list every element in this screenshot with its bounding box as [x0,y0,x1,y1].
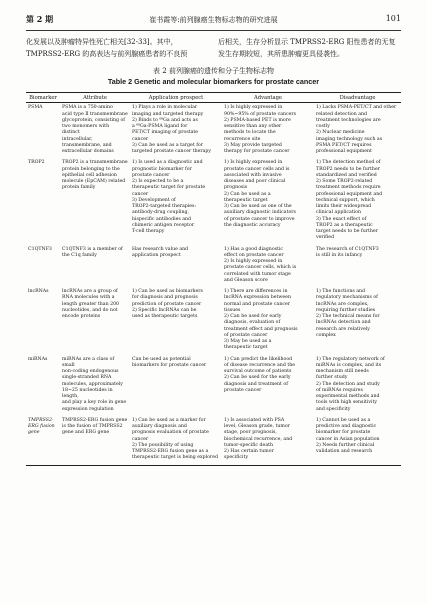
cell-line: auxiliary diagnostic indicators [224,210,296,216]
cell-line: tools with high sensitivity [316,400,378,406]
attribute-cell [60,158,130,244]
cell-line: molecule (EpCAM) related [62,179,126,184]
cell-line: research are relatively [316,326,370,332]
cell-line: biochemical recurrence, and [224,436,293,442]
cell-line: application prospect [132,252,181,258]
cell-line: predictive and diagnostic [316,424,377,429]
cell-line: costly [316,124,330,129]
cell-line: prognosis [224,185,248,191]
cell-line: 1) The functions and [316,289,366,294]
cell-line: 2) Can be used for early [224,314,282,319]
cell-line: 2) Can be used as a [224,191,271,197]
cell-line: and specificity [316,406,351,412]
cell-line: specificity [224,455,249,461]
cell-line: target needs to be further [316,229,378,234]
cell-line: diagnosis, evaluation of [224,320,281,326]
cell-line: 2) Can be used for the early [224,375,291,381]
cell-line: methods to locate the [224,130,276,136]
cell-line: further study [316,375,348,381]
cell-line: 1) Is highly expressed in [224,160,283,166]
cell-line: 2) Specific lncRNAs can be [132,307,197,313]
cell-line: 1) Cannot be used as a [316,417,371,423]
cell-line: transmembrane, and [62,142,112,148]
cell-line: lncRNAs are complex, [316,301,369,307]
cell-line: is the fusion of TMPRSS2 [62,424,123,429]
cell-line: treatment technologies are [316,117,381,123]
cell-line: standardized and verified [316,172,377,178]
cell-line: for diagnosis and prognosis [132,295,198,301]
cell-line: 2) Is highly expressed in [224,259,283,264]
cell-line: cancer [132,191,149,197]
cell-line: 2) The possibility of using [132,442,194,448]
cell-line: and play a key role in gene [62,400,127,406]
header-application: Application prospect [130,93,222,103]
cell-line: TROP2 needs to be further [316,166,380,172]
cell-line: The research of C1QTNF3 [316,246,379,252]
attribute-cell [60,245,130,288]
cell-line: cancer in Asian population [316,436,380,442]
cell-line: 18~25 nucleotides in length, [62,387,113,399]
table-caption-en: Table 2 Genetic and molecular biomarkers for prostate cancer [107,77,320,86]
cell-line: 2) Has certain tumor [224,449,274,454]
cell-line: 2) PSMA-based PET is more [224,117,291,123]
cell-line: biomarkers for prostate cancer [132,362,207,368]
cell-line: diseases and poor clinical [224,179,286,184]
cell-line: professional equipment [316,149,372,154]
attribute-cell [60,287,130,355]
header-rule [26,30,401,31]
cell-line: bispecific antibodies and [132,216,192,222]
cell-line: regulatory mechanisms of [316,295,378,301]
cell-line: imaging technology such as [316,136,383,142]
cell-line: prediction of prostate cancer [132,301,202,307]
attribute-cell [60,416,130,465]
cell-line: prognostic biomarker for [132,166,192,172]
cell-line: two monomers with distinct [62,124,110,136]
cell-line: of prostate cancer [224,332,268,338]
cell-line: clinical application [316,210,361,216]
application-cell [130,287,222,355]
cell-line: experimental methods and [316,394,380,399]
cell-line: nucleotides, and do not [62,307,118,313]
cell-line: effect on prostate cancer [224,252,284,258]
cell-line: 1) There are differences in [224,289,288,294]
cell-line: TMPRSS2-ERG fusion gene [62,417,128,423]
cell-line: molecules, approximately [62,381,123,387]
cell-line: expression regulation [62,406,114,412]
cell-line: 2) Nuclear medicine [316,130,365,136]
advantage-cell [222,158,314,244]
cell-line: professional equipment and [316,191,383,197]
cell-line: prostate cancer [132,172,170,178]
cell-line: TROP2 as a therapeutic [316,222,373,228]
cell-line: RNA molecules with a [62,295,115,301]
issue-label: 第 2 期 [26,14,54,24]
cell-line: acid type Ⅱ transmembrane [62,111,128,117]
cell-line: the diagnostic accuracy [224,222,281,228]
biomarker-cell: miRNAs [28,356,48,362]
cell-line: a ⁶⁸Ga-PSMA ligand for [132,124,188,129]
disadvantage-cell [314,287,401,355]
cell-line: survival outcome of patients [224,369,292,374]
cell-line: treatment methods require [316,185,381,191]
cell-line: Can be used as potential [132,356,191,362]
disadvantage-cell [314,245,401,288]
cell-line: 1) Plays a role in molecular [132,105,198,111]
cell-line: limits their widespread [316,204,372,209]
cell-line: technical support, which [316,197,375,203]
cell-line: recurrence site [224,136,261,142]
cell-line: lncRNAs are a group of [62,289,118,294]
cell-line: 90%~95% of prostate cancers [224,111,297,117]
cell-line: epithelial cell adhesion [62,172,117,178]
attribute-cell [60,355,130,416]
cell-line: correlated with tumor stage [224,271,291,277]
cell-line: imaging and targeted therapy [132,111,204,117]
table-header-row [26,93,401,103]
cell-line: 3) The exact effect of [316,216,367,222]
cell-line: normal and prostate cancer [224,301,290,307]
biomarker-cell: TROP2 [28,160,45,166]
body-text-left: 化发展以及肿瘤特异性死亡相关[32-33]。其中，TMPRSS2-ERG 的高表达与前列腺癌患者的不良预 [26,38,188,58]
advantage-cell [222,103,314,159]
cell-line: length greater than 200 [62,301,120,307]
cell-line: of prostate cancer to improve [224,216,295,222]
disadvantage-cell [314,355,401,416]
cell-line: therapeutic target [224,345,268,351]
cell-line: 1) Can be used as biomarkers [132,289,203,294]
cell-line: Has research value and [132,246,189,252]
application-cell [130,355,222,416]
biomarker-table [26,92,401,466]
cell-line: 1) Lacks PSMA-PET/CT and other [316,105,397,111]
advantage-cell [222,287,314,355]
cell-line: 3) May be used as a [224,339,272,344]
cell-line: lncRNAs detection and [316,320,371,326]
application-cell [130,245,222,288]
cell-line: complex [316,332,336,338]
cell-line: 2) The technical means for [316,314,380,319]
cell-line: of disease recurrence and the [224,362,295,368]
cell-line: T-cell therapy [132,229,165,234]
advantage-cell [222,245,314,288]
cell-line: of miRNAs requires [316,387,363,393]
cell-line: tumor-specific death [224,442,274,448]
cell-line: glycoprotein, consisting of [62,117,126,123]
header-biomarker: Biomarker [26,93,60,103]
header-advantage: Advantage [222,93,314,103]
cell-line: 1) Is used as a diagnostic and [132,160,203,166]
table-row [26,158,401,244]
cell-line: TROP2 is a transmembrane [62,160,128,166]
biomarker-cell: TMPRSS2-ERG fusion gene [26,416,60,465]
cell-line: diagnosis and treatment of [224,381,288,387]
cell-line: 3) Can be used as one of the [224,204,292,209]
biomarker-cell: PSMA [28,105,43,111]
cell-line: extracellular domains [62,149,114,154]
cell-line: TMPRSS2-ERG fusion gene as a [132,449,209,454]
header-disadvantage: Disadvantage [314,93,401,103]
cell-line: PSMA is a 750-amino [62,105,113,111]
cell-line: biomarker for prostate [316,430,371,436]
cell-line: stage, poor prognosis, [224,430,277,436]
cell-line: therapeutic target for prostate [132,185,206,191]
table-row [26,103,401,159]
cell-line: miRNAs are a class of small [62,356,115,368]
cell-line: treatment effect and prognosis [224,326,298,332]
cell-line: 3) Development of [132,197,176,203]
cell-line: prostate cancer cells and is [224,166,290,172]
cell-line: TROP2-targeted therapies: [132,204,197,209]
cell-line: associated with invasive [224,172,282,178]
header-attribute: Attribute [60,93,130,103]
cell-line: protein family [62,185,96,191]
journal-running-title: 崔书霞等:前列腺癌生物标志物的研究进展 [149,16,278,24]
disadvantage-cell [314,158,401,244]
cell-line: prostate cancer cells, which is [224,265,297,271]
disadvantage-cell [314,416,401,465]
cell-line: cancer [132,436,149,442]
application-cell [130,416,222,465]
cell-line: auxiliary diagnosis and [132,424,187,429]
disadvantage-cell [314,103,401,159]
page-number: 101 [385,14,401,23]
table-row [26,245,401,288]
cell-line: 1) The regulatory network of [316,356,385,362]
cell-line: lncRNA expression between [224,295,291,301]
cell-line: 3) Can be used as a target for [132,142,203,148]
table-row [26,416,401,465]
table-caption-cn: 表 2 前列腺癌的遗传和分子生物标志物 [153,67,274,75]
cell-line: 1) Is associated with PSA [224,417,285,423]
cell-line: 1) Is highly expressed in [224,105,283,111]
cell-line: related detection and [316,111,368,117]
cell-line: requiring further studies [316,307,376,313]
cell-line: 3) May provide targeted [224,142,282,148]
cell-line: validation and research [316,449,373,454]
biomarker-cell: C1QTNF3 [28,246,52,252]
cell-line: and Gleason score [224,277,268,283]
table-row [26,355,401,416]
attribute-cell [60,103,130,159]
cell-line: antibody-drug coupling, [132,210,189,216]
cell-line: protein belonging to the [62,166,120,172]
application-cell [130,103,222,159]
cell-line: chimeric antigen receptor [132,222,195,228]
cell-line: encode proteins [62,314,101,319]
cell-line: cancer [132,136,149,142]
cell-line: 1) Can predict the likelihood [224,356,293,362]
cell-line: 1) The detection method of [316,160,381,166]
biomarker-cell: lncRNAs [28,289,49,294]
cell-line: 2) Binds to ⁶⁸Ga and acts as [132,117,198,123]
cell-line: targeted prostate cancer therapy [132,149,212,154]
cell-line: prognosis evaluation of prostate [132,430,209,436]
cell-line: used as therapeutic targets [132,314,198,319]
cell-line: mechanism still needs [316,369,369,374]
cell-line: therapeutic target is being explored [132,455,219,461]
cell-line: 1) Can be used as a marker for [132,417,206,423]
cell-line: the C1q family [62,252,97,258]
cell-line: 2) Some TROP2-related [316,179,373,184]
application-cell [130,158,222,244]
cell-line: PSMA PET/CT requires [316,142,372,148]
cell-line: non-coding endogenous [62,369,119,374]
cell-line: intracellular, [62,136,93,142]
advantage-cell [222,416,314,465]
cell-line: gene and ERG gene [62,430,110,436]
cell-line: single-stranded RNA [62,375,112,381]
cell-line: tissues [224,307,241,313]
cell-line: verified [316,235,335,241]
advantage-cell [222,355,314,416]
cell-line: prostate cancer [224,387,262,393]
cell-line: therapeutic target [224,197,268,203]
cell-line: sensitive than any other [224,124,282,129]
cell-line: 1) Has a good diagnostic [224,246,284,252]
cell-line: 2) The detection and study [316,381,380,387]
cell-line: therapy for prostate cancer [224,149,290,154]
table-row [26,287,401,355]
cell-line: C1QTNF3 is a member of [62,246,123,252]
cell-line: 2) Needs further clinical [316,442,375,448]
cell-line: is still in its infancy [316,252,363,258]
cell-line: level, Gleason grade, tumor [224,424,290,429]
cell-line: miRNAs is complex, and its [316,362,382,368]
running-header [26,14,401,28]
cell-line: PET/CT imaging of prostate [132,130,199,136]
cell-line: 2) Is expected to be a [132,179,184,184]
body-text-right: 后相关，生存分析显示 TMPRSS2-ERG 阳性患者的无复发生存期较短，其所患肿瘤更具侵袭性。 [218,38,396,58]
